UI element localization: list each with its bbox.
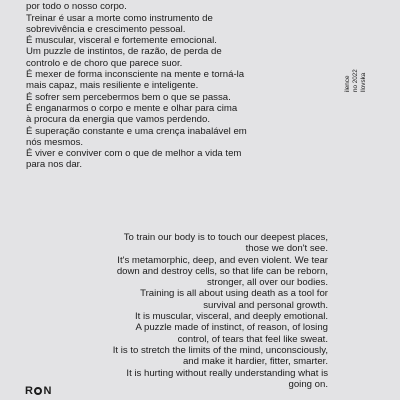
pt-line: mais capaz, mais resiliente e inteligente. <box>26 80 199 92</box>
pt-line: à procura da energia que vamos perdendo. <box>26 114 211 126</box>
pt-line: para nos dar. <box>26 159 83 171</box>
en-line: It is hurting without really understanding what is <box>126 367 328 379</box>
pt-line: por todo o nosso corpo. <box>26 1 127 13</box>
credit-line-2: no 2022 <box>352 69 359 92</box>
en-line: going on. <box>288 378 328 390</box>
en-line: those we don't see. <box>245 243 328 255</box>
en-line: It is to stretch the limits of the mind, unconsciously, <box>112 344 328 356</box>
pt-line: É viver e conviver com o que de melhor a vida tem <box>26 148 242 160</box>
credit-line-1: ilence <box>344 75 351 92</box>
logo-ring-icon <box>34 387 42 395</box>
en-line: It is muscular, visceral, and deeply emotional. <box>134 311 328 323</box>
en-line: survival and personal growth. <box>203 299 328 311</box>
en-line: A puzzle made of instinct, of reason, of losing <box>135 322 328 334</box>
brand-logo <box>25 385 52 397</box>
en-line: stronger, all over our bodies. <box>206 277 328 289</box>
pt-line: nós mesmos. <box>26 136 84 148</box>
logo-letter-left: R <box>25 385 34 397</box>
pt-line: controlo e de choro que parece suor. <box>26 57 183 69</box>
pt-line: Treinar é usar a morte como instrumento de <box>26 12 213 24</box>
side-credits <box>344 0 384 92</box>
en-line: control, of tears that feel like sweat. <box>177 333 328 345</box>
en-line: Training is all about using death as a tool for <box>140 288 328 300</box>
pt-line: Um puzzle de instintos, de razão, de perda de <box>26 46 222 58</box>
pt-line: É mexer de forma inconsciente na mente e torná-la <box>26 69 245 81</box>
en-line: To train our body is to touch our deepest places, <box>123 232 328 243</box>
logo-letter-right: N <box>43 385 52 397</box>
pt-line: É enganarmos o corpo e mente e olhar para cima <box>26 102 238 114</box>
credit-line-3: llovska <box>360 72 367 92</box>
en-line: and make it hardier, fitter, smarter. <box>182 356 328 368</box>
pt-line: É muscular, visceral e fortemente emocional. <box>26 35 217 47</box>
portuguese-text-block <box>26 0 288 171</box>
pt-line: É sofrer sem percebermos bem o que se passa. <box>26 91 231 103</box>
en-line: It's metamorphic, deep, and even violent. We tear <box>117 254 328 266</box>
en-line: down and destroy cells, so that life can be reborn, <box>116 265 328 277</box>
pt-line: sobrevivência e crescimento pessoal. <box>26 23 186 35</box>
pt-line: É superação constante e uma crença inabalável em <box>26 125 247 137</box>
english-text-block <box>98 232 328 390</box>
